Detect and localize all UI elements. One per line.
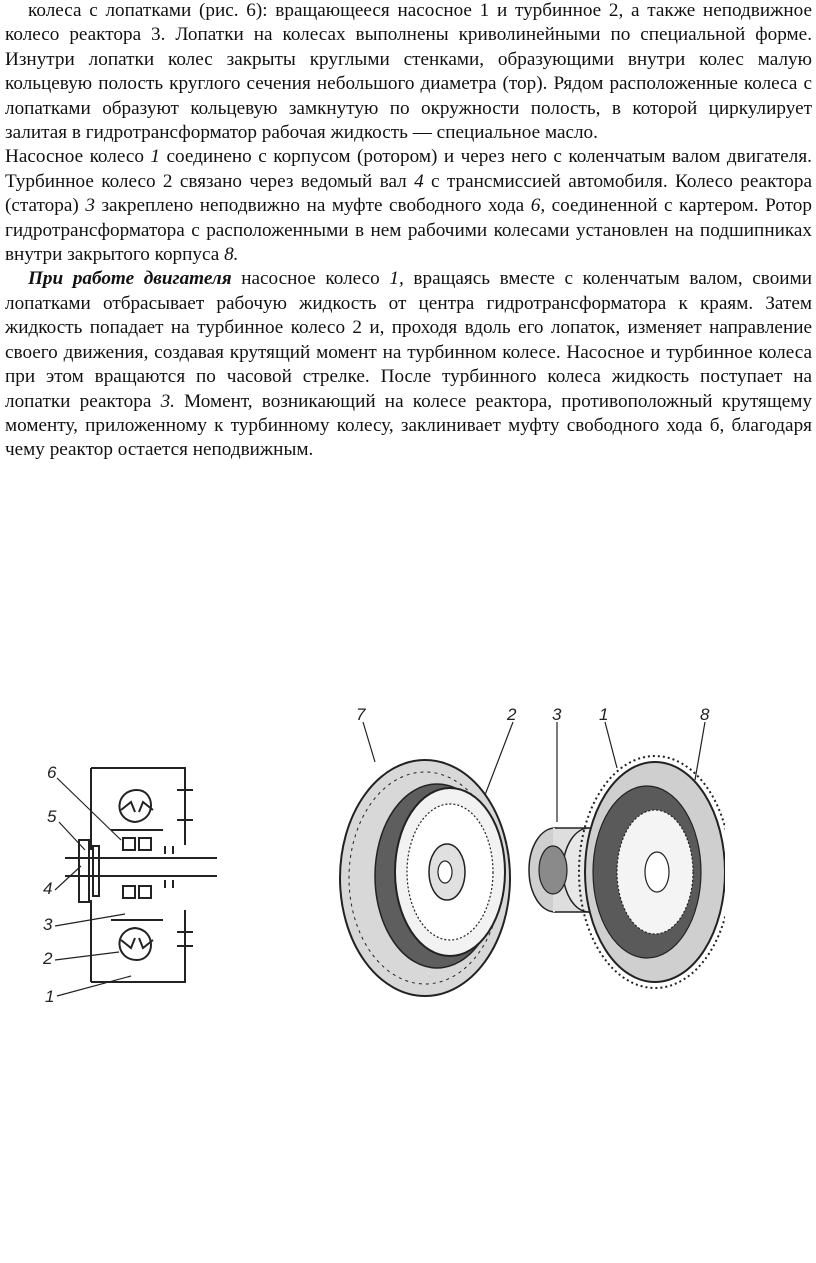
exploded-label-7: 7 bbox=[356, 705, 366, 724]
schematic-label-1: 1 bbox=[45, 987, 55, 1006]
p2-ref-8: 8. bbox=[224, 244, 239, 266]
p2-ref-4: 4 bbox=[414, 170, 424, 192]
exploded-label-8: 8 bbox=[700, 705, 710, 724]
schematic-label-2: 2 bbox=[43, 949, 53, 968]
p2-ref-1: 1 bbox=[150, 146, 160, 168]
schematic-label-4: 4 bbox=[43, 879, 53, 898]
p3-text-b: вращаясь вместе с коленчатым валом, своими лопатками отбрасывает рабочую жидкость от центра гидротрансформатора к краям. Затем жидкость попадает на турбинное колесо 2 и, проходя вдоль его лопаток, изменяет направление своего движения, создавая крутящий момент на турбинном колесе. Насосное и турбинное колеса при этом вращаются по часовой стрелке. После турбинного колеса жидкость поступает на лопатки реактора bbox=[5, 268, 812, 412]
p2-ref-3: 3 bbox=[85, 195, 95, 217]
p3-text-a: насосное колесо bbox=[231, 268, 390, 290]
schematic-label-3: 3 bbox=[43, 915, 53, 934]
p2-text-b: соединено с корпусом (ротором) и через него с коленчатым валом двигателя. Турбинное колесо 2 связано через ведомый вал bbox=[5, 146, 812, 192]
paragraph-2 bbox=[5, 145, 812, 267]
p2-text-c: с трансмиссией автомобиля. Колесо реактора (статора) bbox=[5, 170, 812, 217]
paragraph-1: колеса с лопатками (рис. 6): вращающееся насосное 1 и турбинное 2, а также неподвижное колесо реактора 3. Лопатки на колесах выполнены криволинейными по специальной форме. Изнутри лопатки колес закрыты круглыми стенками, образующими внутри колес малую кольцевую полость круглого сечения небольшого диаметра (тор). Рядом расположенные колеса с лопатками образуют кольцевую замкнутую по окружности полость, в которой циркулирует залитая в гидротрансформатор рабочая жидкость — специальное масло. bbox=[5, 0, 812, 144]
p3-text-c: Момент, возникающий на колесе реактора, противоположный крутящему моменту, приложенному к турбинному колесу, заклинивает муфту свободного хода б, благодаря чему реактор остается неподвижным. bbox=[5, 390, 812, 461]
p2-text-e: соединенной с картером. Ротор гидротрансформатора с расположенными в нем рабочими колесами установлен на подшипниках внутри закрытого корпуса bbox=[5, 195, 812, 266]
torque-converter-exploded-view bbox=[325, 700, 725, 1000]
p3-ref-3: 3. bbox=[160, 390, 175, 412]
torque-converter-schematic bbox=[35, 750, 220, 1015]
schematic-label-6: 6 bbox=[47, 763, 57, 782]
p2-text-a: Насосное колесо bbox=[5, 146, 151, 168]
pump-wheel bbox=[579, 756, 725, 988]
exploded-label-1: 1 bbox=[599, 705, 609, 724]
schematic-label-5: 5 bbox=[47, 807, 57, 826]
exploded-label-2: 2 bbox=[507, 705, 517, 724]
exploded-label-3: 3 bbox=[552, 705, 562, 724]
paragraph-3 bbox=[5, 267, 812, 462]
p2-ref-6: 6, bbox=[530, 195, 546, 217]
turbine-wheel bbox=[395, 788, 505, 956]
p3-ref-1: 1, bbox=[389, 268, 404, 290]
body-text bbox=[5, 0, 812, 463]
p2-text-d: закреплено неподвижно на муфте свободного хода bbox=[94, 195, 531, 217]
p3-lead: При работе двигателя bbox=[28, 268, 232, 290]
